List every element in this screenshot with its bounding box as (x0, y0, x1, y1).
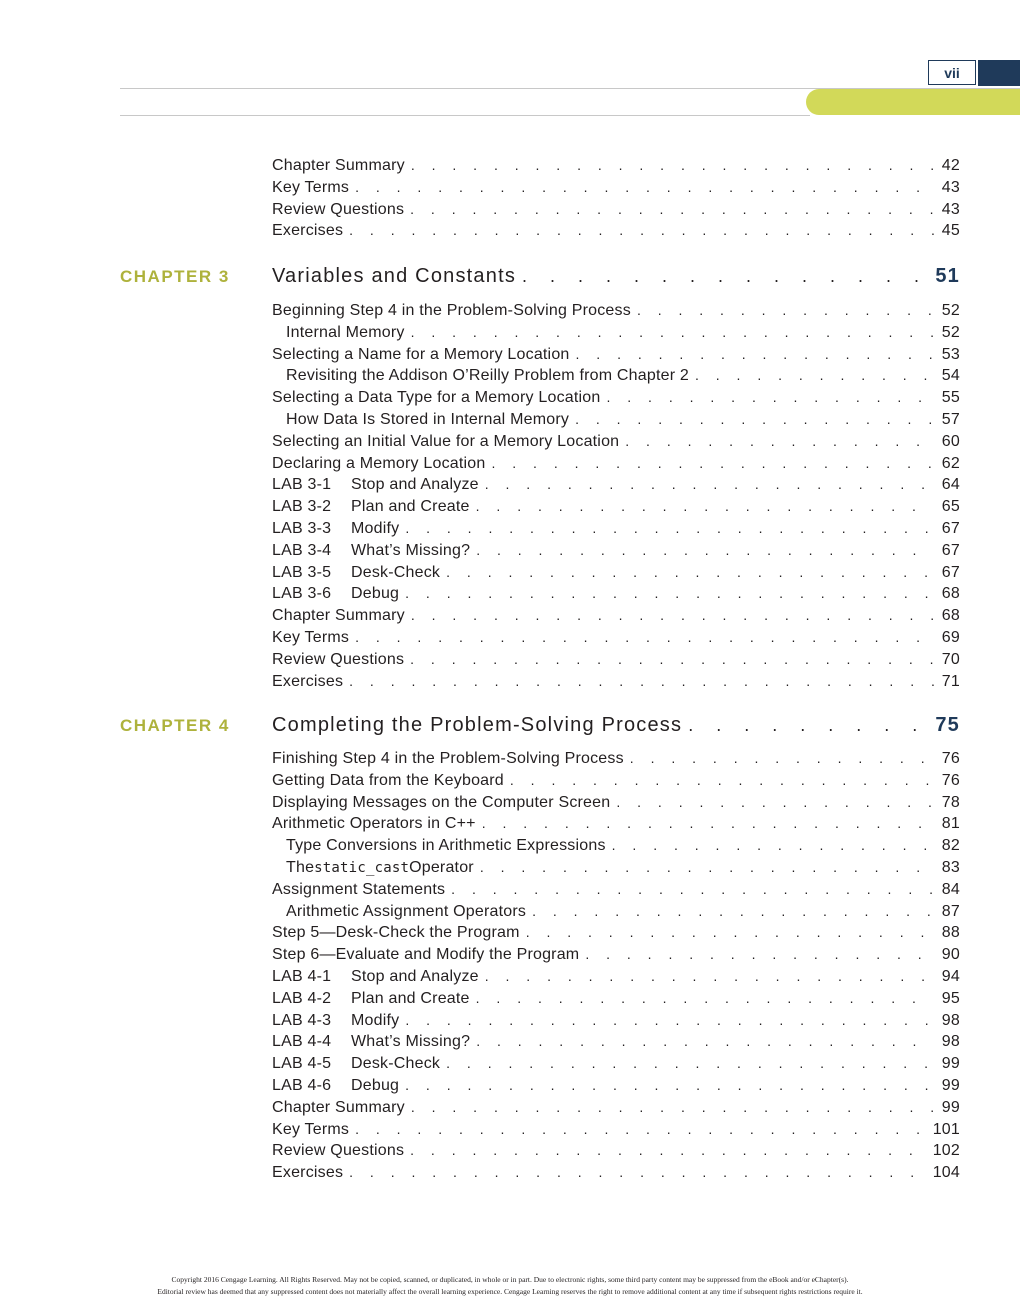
toc-entry-page: 42 (941, 157, 960, 174)
toc-entry-page: 102 (932, 1142, 960, 1160)
chapter-label: CHAPTER 3 (120, 267, 230, 286)
toc-entry-page: 57 (941, 411, 960, 428)
toc-entry-page: 99 (941, 1055, 960, 1073)
toc-entry (272, 772, 960, 794)
toc-entry-page: 54 (941, 367, 960, 385)
dot-leader (637, 302, 934, 318)
toc-entry (272, 564, 960, 586)
toc-entry (272, 1012, 960, 1034)
toc-entry-page: 78 (941, 793, 960, 811)
lab-title: What’s Missing? (351, 1033, 471, 1051)
toc-entry-title: Key Terms (272, 1120, 350, 1138)
toc-entry-page: 60 (941, 432, 960, 450)
toc-entry-title: Step 5—Desk-Check the Program (272, 924, 520, 942)
toc-entry-page: 84 (941, 880, 960, 898)
toc-entry (272, 346, 960, 368)
toc-entry-title: Review Questions (272, 200, 405, 218)
lab-title: Modify (351, 1011, 400, 1029)
toc-entry (272, 201, 960, 223)
dot-leader (355, 1121, 927, 1137)
dot-leader (355, 629, 934, 645)
toc-entry-page: 64 (941, 476, 960, 494)
lab-number: LAB 4-6 (272, 1077, 332, 1094)
dot-leader (482, 815, 934, 831)
toc-entry-page: 94 (941, 968, 960, 985)
chapter-heading (272, 714, 960, 742)
dot-leader (446, 564, 934, 580)
lab-number: LAB 3-4 (272, 541, 332, 559)
toc-entry (272, 968, 960, 990)
toc-entry-title: Displaying Messages on the Computer Screen (272, 793, 611, 811)
dot-leader (410, 651, 934, 667)
lab-title: Stop and Analyze (351, 476, 479, 494)
toc-entry-page: 55 (941, 389, 960, 407)
toc-entry-title (272, 498, 470, 516)
dot-leader (612, 837, 934, 853)
lab-number: LAB 3-6 (272, 585, 332, 603)
toc-entry-page: 98 (941, 1033, 960, 1051)
dot-leader (411, 324, 934, 340)
dot-leader (688, 715, 929, 736)
dot-leader (405, 1077, 934, 1093)
dot-leader (480, 859, 934, 875)
dot-leader (576, 346, 934, 362)
lab-title: Desk-Check (351, 1055, 441, 1073)
toc-entry-page: 98 (941, 1011, 960, 1029)
dot-leader (411, 1099, 934, 1115)
lab-number: LAB 4-5 (272, 1055, 332, 1073)
toc-entry (286, 903, 960, 925)
toc-entry (272, 815, 960, 837)
toc-entry-page: 62 (941, 454, 960, 472)
toc-entry-page: 65 (941, 498, 960, 516)
toc-entry-title: Chapter Summary (272, 607, 405, 625)
toc-entry-page: 95 (941, 989, 960, 1007)
toc-entry-page: 67 (941, 541, 960, 559)
copyright-line-2: Editorial review has deemed that any suppressed content does not materially affect the overall learning experience. Cengage Learning reserves the right to remove additional content at any time if subsequent rights restrictions require it. (157, 1287, 863, 1296)
chapter-page: 51 (935, 265, 960, 287)
toc-entry-title: Exercises (272, 222, 344, 240)
lab-title: Debug (351, 1077, 400, 1094)
dot-leader (405, 1012, 934, 1028)
toc-entry-title: Chapter Summary (272, 157, 405, 174)
toc-entry-page: 87 (941, 902, 960, 920)
toc-entry (272, 1099, 960, 1121)
dot-leader (405, 585, 934, 601)
toc-entry (272, 629, 960, 651)
toc-entry-title (272, 990, 470, 1008)
toc-entry-title (272, 1055, 440, 1073)
lab-number: LAB 3-3 (272, 520, 332, 537)
toc-entry-title (272, 585, 399, 603)
toc-entry-page: 43 (941, 178, 960, 196)
toc-entry-page: 90 (941, 946, 960, 964)
toc-entry-title: Exercises (272, 672, 344, 690)
toc-entry-page: 71 (941, 672, 960, 690)
dot-leader (411, 157, 934, 173)
toc-entry (272, 389, 960, 411)
toc-entry-page: 99 (941, 1077, 960, 1094)
dot-leader (630, 750, 934, 766)
toc-entry-page: 82 (941, 837, 960, 855)
toc-entry-title: Selecting an Initial Value for a Memory Location (272, 432, 620, 450)
toc-entry-title: Review Questions (272, 650, 405, 668)
toc-entry-title (272, 542, 470, 560)
toc-entry (272, 520, 960, 542)
chapter-label: CHAPTER 4 (120, 716, 230, 735)
toc-entry-title: Key Terms (272, 629, 350, 646)
dot-leader (485, 476, 934, 492)
toc-entry-page: 70 (941, 650, 960, 668)
title-code: static_cast (314, 860, 410, 876)
toc-entry (272, 179, 960, 201)
toc-entry-title: Selecting a Data Type for a Memory Location (272, 389, 601, 407)
dot-leader (625, 433, 934, 449)
copyright-line-1: Copyright 2016 Cengage Learning. All Rights Reserved. May not be copied, scanned, or duplicated, in whole or in part. Due to electronic rights, some third party content may be suppressed from the eBook and/or eChapter(s). (171, 1275, 849, 1284)
toc-entry-page: 53 (941, 345, 960, 363)
toc-entry (272, 222, 960, 244)
lab-number: LAB 3-2 (272, 498, 332, 516)
toc-entry (286, 324, 960, 346)
toc-entry-title: Chapter Summary (272, 1098, 405, 1116)
dot-leader (485, 968, 934, 984)
toc-entry (272, 1055, 960, 1077)
chapter-page: 75 (935, 714, 960, 736)
toc-entry (286, 859, 960, 881)
toc-entry (272, 794, 960, 816)
title-prefix: The (286, 859, 315, 876)
lab-number: LAB 4-1 (272, 968, 332, 985)
toc-entry-page: 76 (941, 750, 960, 767)
lab-number: LAB 4-4 (272, 1033, 332, 1051)
toc-entry (272, 651, 960, 673)
toc-entry (272, 1033, 960, 1055)
toc-entry-title (272, 520, 399, 538)
toc-entry-page: 69 (941, 629, 960, 646)
toc-entry-title: Finishing Step 4 in the Problem-Solving Process (272, 750, 624, 767)
toc-entry-page: 76 (941, 771, 960, 789)
chapter-title: Completing the Problem-Solving Process (272, 714, 683, 736)
toc-entry (272, 302, 960, 324)
dot-leader (405, 520, 934, 536)
toc-entry-title: Exercises (272, 1164, 344, 1182)
dot-leader (522, 266, 929, 287)
toc-entry-title (272, 476, 479, 494)
dot-leader (526, 924, 934, 940)
toc-entry-title: How Data Is Stored in Internal Memory (286, 411, 570, 428)
toc-entry (272, 542, 960, 564)
dot-leader (532, 903, 934, 919)
toc-entry (272, 476, 960, 498)
toc-entry (272, 157, 960, 179)
toc-entry-page: 52 (941, 323, 960, 341)
toc-entry-page: 68 (941, 607, 960, 625)
toc-entry (286, 367, 960, 389)
dot-leader (349, 222, 934, 238)
lab-title: Modify (351, 520, 400, 537)
toc-entry-title: Beginning Step 4 in the Problem-Solving Process (272, 302, 631, 319)
toc-entry-title: Review Questions (272, 1142, 405, 1160)
toc-entry-title (272, 1077, 399, 1095)
dot-leader (410, 201, 934, 217)
toc-entry (272, 585, 960, 607)
toc-entry (272, 1164, 960, 1186)
toc-entry-title: Arithmetic Assignment Operators (286, 902, 527, 920)
dot-leader (476, 1033, 934, 1049)
toc-entry-page: 81 (941, 815, 960, 833)
toc-entry (272, 750, 960, 772)
dot-leader (451, 881, 934, 897)
toc-entry (272, 607, 960, 629)
toc-entry (286, 837, 960, 859)
toc-entry-title: Type Conversions in Arithmetic Expressions (286, 837, 606, 855)
toc-entry (272, 455, 960, 477)
dot-leader (411, 607, 934, 623)
dot-leader (349, 673, 934, 689)
lab-number: LAB 4-2 (272, 989, 332, 1007)
dot-leader (476, 542, 934, 558)
toc-entry-title: Key Terms (272, 178, 350, 196)
lab-title: Plan and Create (351, 989, 470, 1007)
toc-entry-page: 83 (941, 859, 960, 876)
dot-leader (695, 367, 934, 383)
toc-entry (286, 411, 960, 433)
toc-entry-page: 52 (941, 302, 960, 319)
page-number-text: vii (944, 64, 960, 81)
toc-entry-page: 101 (932, 1120, 960, 1138)
lab-number: LAB 3-1 (272, 476, 332, 494)
toc-entry (272, 433, 960, 455)
lab-title: What’s Missing? (351, 541, 471, 559)
toc-entry-title: Step 6—Evaluate and Modify the Program (272, 946, 580, 964)
chapter-heading (272, 265, 960, 293)
toc-entry-title: Selecting a Name for a Memory Location (272, 345, 570, 363)
toc-entry-title: Getting Data from the Keyboard (272, 771, 504, 789)
dot-leader (476, 498, 934, 514)
toc-entry (272, 924, 960, 946)
dot-leader (575, 411, 934, 427)
dot-leader (606, 389, 934, 405)
toc-entry-page: 67 (941, 520, 960, 537)
dot-leader (476, 990, 934, 1006)
toc-entry (272, 1121, 960, 1143)
dot-leader (355, 179, 934, 195)
toc-entry-page: 68 (941, 585, 960, 603)
lab-number: LAB 4-3 (272, 1011, 332, 1029)
toc-entry (272, 673, 960, 695)
toc-entry-title: Assignment Statements (272, 880, 446, 898)
toc-entry (272, 1142, 960, 1164)
toc-entry-page: 99 (941, 1098, 960, 1116)
lab-title: Plan and Create (351, 498, 470, 516)
dot-leader (585, 946, 934, 962)
toc-entry-page: 45 (941, 222, 960, 240)
toc-entry-title: Declaring a Memory Location (272, 454, 486, 472)
dot-leader (510, 772, 934, 788)
toc-entry-title (272, 1033, 470, 1051)
toc-entry-page: 43 (941, 200, 960, 218)
dot-leader (410, 1142, 927, 1158)
toc-entry-title: Revisiting the Addison O’Reilly Problem from Chapter 2 (286, 367, 689, 385)
toc-entry (272, 946, 960, 968)
title-suffix: Operator (409, 859, 474, 876)
lab-number: LAB 3-5 (272, 563, 332, 581)
toc-entry-title (272, 1012, 399, 1030)
dot-leader (446, 1055, 934, 1071)
toc-entry-page: 67 (941, 563, 960, 581)
dot-leader (616, 794, 934, 810)
chapter-title: Variables and Constants (272, 265, 517, 287)
toc-entry-title (272, 564, 440, 582)
toc-entry (272, 498, 960, 520)
toc-entry-title (272, 968, 479, 986)
lab-title: Stop and Analyze (351, 968, 479, 985)
toc-entry-title: Internal Memory (286, 323, 405, 341)
toc-entry (272, 990, 960, 1012)
toc-entry-page: 104 (932, 1164, 960, 1182)
toc-entry (272, 881, 960, 903)
lab-title: Debug (351, 585, 400, 603)
toc-entry-title (286, 859, 474, 877)
toc-entry (272, 1077, 960, 1099)
lab-title: Desk-Check (351, 563, 441, 581)
dot-leader (492, 455, 935, 471)
toc-entry-title: Arithmetic Operators in C++ (272, 815, 476, 833)
toc-entry-page: 88 (941, 924, 960, 942)
dot-leader (349, 1164, 927, 1180)
